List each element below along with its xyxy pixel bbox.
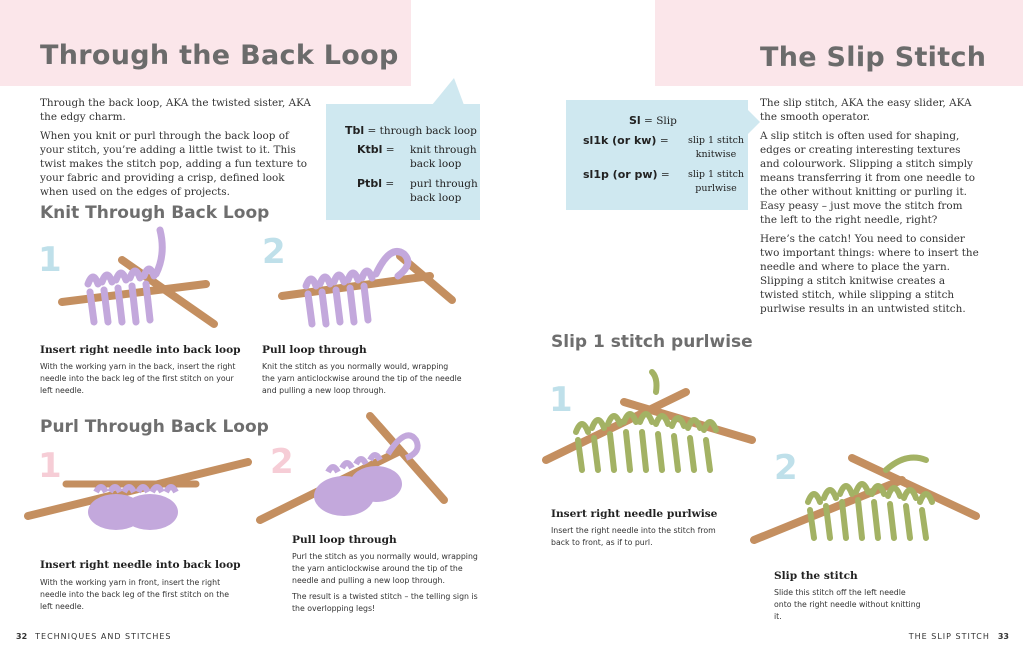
right-intro-p3: Here’s the catch! You need to consider two important things: where to insert the needle and where to place the yarn. Slipping a stitch knitwise creates a twisted stitch, while slipping a stitch purlwise results in an untwisted stitch.: [760, 233, 979, 315]
abbr-meaning: Slip: [656, 115, 677, 127]
abbr-equals: =: [644, 115, 653, 127]
purl-step-2-number: 2: [270, 442, 294, 482]
purl-step-2-title: Pull loop through: [292, 534, 397, 546]
left-intro: [40, 96, 315, 204]
slip-stitch-illustration: [544, 372, 758, 492]
purl-step-2-text: Purl the stitch as you normally would, wrapping the yarn anticlockwise around the tip of the needle and pulling a new loop through.: [292, 552, 478, 585]
knitting-illustration: [58, 228, 218, 338]
abbr-equals: =: [385, 144, 395, 156]
right-intro: [760, 96, 982, 321]
knit-section-heading: Knit Through Back Loop: [40, 203, 270, 223]
abbr-meaning: knit through back loop: [410, 144, 477, 170]
knitting-illustration: [280, 236, 460, 336]
knit-step-2-text: Knit the stitch as you normally would, wrapping the yarn anticlockwise around the tip of the needle and pulling a new loop through.: [262, 362, 462, 395]
purl-illustration: [258, 410, 458, 530]
abbr-equals: =: [367, 125, 377, 137]
abbr-meaning: through back loop: [379, 125, 477, 137]
abbr-meaning: purl through back loop: [410, 178, 478, 204]
knit-step-2-number: 2: [262, 232, 286, 272]
page-number-right: 33: [997, 632, 1009, 641]
abbr-meaning: slip 1 stitch purlwise: [687, 169, 745, 194]
purl-section-heading: Purl Through Back Loop: [40, 417, 269, 437]
abbr-equals: =: [385, 178, 395, 190]
left-intro-p1: Through the back loop, AKA the twisted sister, AKA the edgy charm.: [40, 97, 311, 123]
knit-step-2-title: Pull loop through: [262, 344, 367, 356]
abbr-term: Tbl: [345, 124, 365, 137]
slip-section-heading: Slip 1 stitch purlwise: [551, 332, 753, 352]
knit-step-1-title: Insert right needle into back loop: [40, 344, 241, 356]
footer-left: [8, 632, 172, 641]
slip-step-2-text: Slide this stitch off the left needle onto the right needle without knitting it.: [774, 588, 921, 621]
abbr-equals: =: [660, 169, 670, 181]
right-intro-p1: The slip stitch, AKA the easy slider, AKA the smooth operator.: [760, 97, 972, 123]
purl-step-1-text: With the working yarn in front, insert the right needle into the back leg of the first stitch on the left needle.: [40, 578, 230, 611]
abbr-term: sl1k (or kw): [583, 134, 657, 147]
knit-step-1-text: With the working yarn in the back, insert the right needle into the back leg of the first stitch on your left needle.: [40, 362, 236, 395]
purl-step-1-number: 1: [38, 446, 62, 486]
right-intro-p2: A slip stitch is often used for shaping, edges or creating interesting textures and colourwork. Slipping a stitch simply means transferring it from one needle to the other without knitting or purling it. Easy peasy – just move the stitch from the left to the right needle, right?: [760, 130, 976, 226]
abbr-row-sl: [629, 114, 677, 127]
abbr-term: sl1p (or pw): [583, 168, 658, 181]
abbr-meaning: slip 1 stitch knitwise: [687, 135, 745, 160]
purl-step-2-extra: The result is a twisted stitch – the telling sign is the overlopping legs!: [292, 592, 478, 613]
purl-illustration: [26, 454, 256, 554]
abbr-row-ktbl: [357, 143, 477, 170]
page-number-left: 32: [16, 632, 28, 641]
page-title-right: The Slip Stitch: [760, 42, 987, 73]
footer-section-left: TECHNIQUES AND STITCHES: [35, 632, 172, 641]
abbr-row-ptbl: [357, 177, 478, 204]
purl-step-1-title: Insert right needle into back loop: [40, 559, 241, 571]
abbr-term: Sl: [629, 114, 641, 127]
abbr-row-tbl: [345, 124, 477, 137]
bubble-pointer-left: [428, 78, 468, 106]
knit-step-1-number: 1: [38, 240, 62, 280]
purl-step-2-text-block: [292, 551, 478, 619]
left-intro-p2: When you knit or purl through the back loop of your stitch, you’re adding a little twist to it. This twist makes the stitch pop, adding a fun texture to your fabric and providing a crisp, defined look when used on the edges of projects.: [40, 130, 308, 198]
slip-step-2-number: 2: [774, 448, 798, 488]
slip-step-2-title: Slip the stitch: [774, 570, 858, 582]
slip-step-1-title: Insert right needle purlwise: [551, 508, 718, 520]
slip-step-1-text: Insert the right needle into the stitch from back to front, as if to purl.: [551, 526, 716, 547]
slip-stitch-illustration: [752, 450, 982, 560]
abbr-equals: =: [659, 135, 669, 147]
footer-section-right: THE SLIP STITCH: [908, 632, 990, 641]
abbr-term: Ktbl: [357, 143, 383, 156]
abbr-row-sl1p: [583, 168, 745, 194]
abbr-term: Ptbl: [357, 177, 382, 190]
slip-step-1-number: 1: [549, 380, 573, 420]
footer-right: [909, 632, 1017, 641]
abbr-row-sl1k: [583, 134, 745, 160]
page-title-left: Through the Back Loop: [40, 40, 399, 71]
